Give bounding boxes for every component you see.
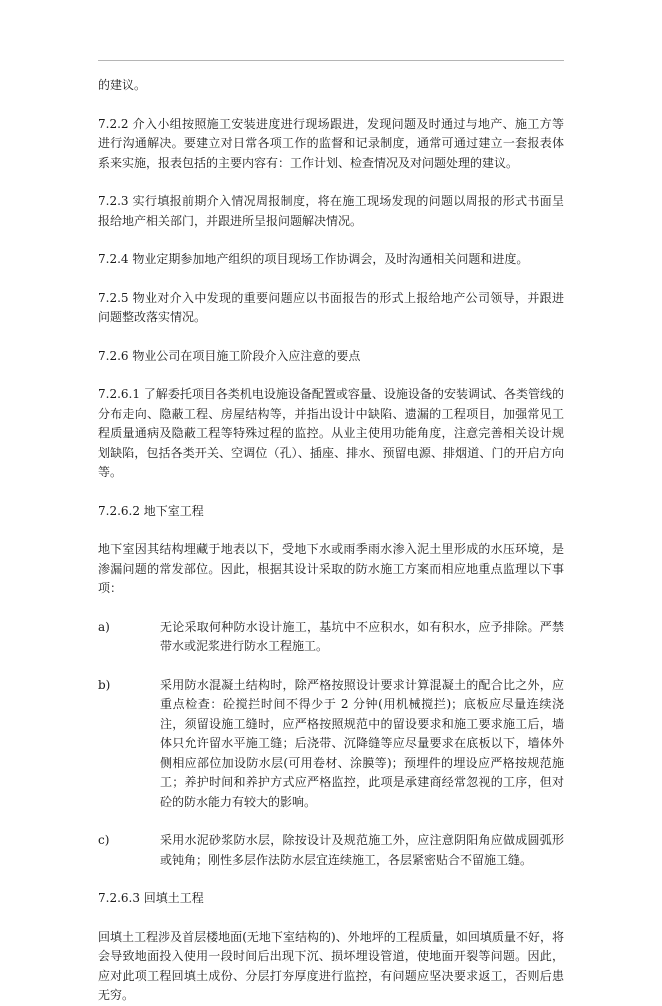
list-item-b [98, 676, 564, 813]
heading-7-2-6-2: 7.2.6.2 地下室工程 [98, 503, 204, 518]
list-text-c: 采用水泥砂浆防水层，除按设计及规范施工外，应注意阴阳角应做成圆弧形或钝角；刚性多层作法防水层宜连续施工，各层紧密贴合不留施工缝。 [160, 833, 564, 867]
list-label-a: a) [98, 619, 110, 634]
paragraph-backfill: 回填土工程涉及首层楼地面(无地下室结构的)、外地坪的工程质量，如回填质量不好，将会导致地面投入使用一段时间后出现下沉、损坏埋设管道，使地面开裂等问题。因此，应对此项工程回填土成份、分层打夯厚度进行监控，有问题应坚决要求返工，否则后患无穷。 [98, 929, 564, 1002]
paragraph-7-2-5: 7.2.5 物业对介入中发现的重要问题应以书面报告的形式上报给地产公司领导，并跟进问题整改落实情况。 [98, 290, 564, 324]
paragraph-7-2-6-1: 7.2.6.1 了解委托项目各类机电设施设备配置或容量、设施设备的安装调试、各类管线的分布走向、隐蔽工程、房屋结构等，并指出设计中缺陷、遗漏的工程项目，加强常见工程质量通病及隐蔽工程等特殊过程的监控。从业主使用功能角度，注意完善相关设计规划缺陷，包括各类开关、空调位（孔）、插座、排水、预留电源、排烟道、门的开启方向等。 [98, 387, 564, 479]
paragraph-basement-intro: 地下室因其结构埋藏于地表以下，受地下水或雨季雨水渗入泥土里形成的水压环境，是渗漏问题的常发部位。因此，根据其设计采取的防水施工方案而相应地重点监理以下事项： [98, 542, 564, 595]
list-label-c: c) [98, 833, 110, 847]
paragraph-7-2-4: 7.2.4 物业定期参加地产组织的项目现场工作协调会，及时沟通相关问题和进度。 [98, 252, 529, 266]
list-item-a [98, 618, 564, 657]
list-item-c [98, 831, 564, 870]
list-text-b: 采用防水混凝土结构时，除严格按照设计要求计算混凝土的配合比之外，应重点检查：砼搅拦时间不得少于 2 分钟(用机械搅拦)；底板应尽量连续浇注，须留设施工缝时，应严格按照规范中的留设要求和施工要求施工后，墙体只允许留水平施工缝；后浇带、沉降缝等应尽量要求在底板以下，墙体外侧相应部位加设防水层(可用卷材、涂膜等)；预埋件的埋设应严格按规范施工；养护时间和养护方式应严格监控，此项是承建商经常忽视的工序，但对砼的防水能力有较大的影响。 [160, 677, 564, 809]
list-text-a: 无论采取何种防水设计施工，基坑中不应积水，如有积水，应予排除。严禁带水或泥浆进行防水工程施工。 [160, 619, 564, 653]
header-rule [98, 60, 564, 61]
list-label-b: b) [98, 677, 111, 692]
paragraph-7-2-2: 7.2.2 介入小组按照施工安装进度进行现场跟进，发现问题及时通过与地产、施工方等进行沟通解决。要建立对日常各项工作的监督和记录制度，通常可通过建立一套报表体系来实施，报表包括的主要内容有：工作计划、检查情况及对问题处理的建议。 [98, 116, 564, 170]
paragraph-7-2-3: 7.2.3 实行填报前期介入情况周报制度，将在施工现场发现的问题以周报的形式书面呈报给地产相关部门，并跟进所呈报问题解决情况。 [98, 194, 564, 228]
document-body [98, 76, 564, 1006]
paragraph-continuation: 的建议。 [98, 78, 147, 92]
heading-7-2-6: 7.2.6 物业公司在项目施工阶段介入应注意的要点 [98, 348, 361, 363]
heading-7-2-6-3: 7.2.6.3 回填土工程 [98, 891, 204, 905]
